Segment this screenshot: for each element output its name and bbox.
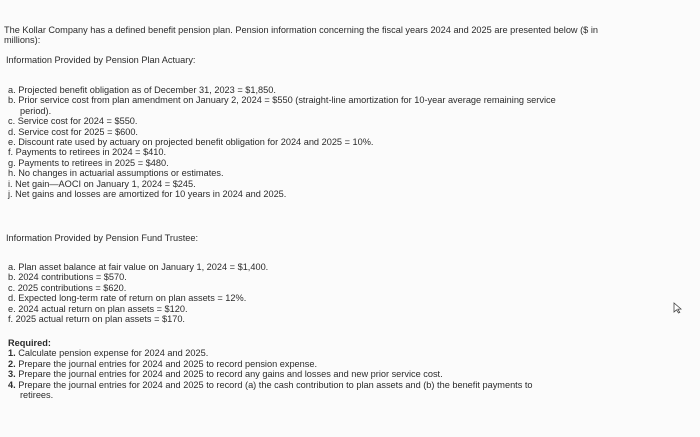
list-item: g. Payments to retirees in 2025 = $480. [8,157,169,168]
list-item: f. 2025 actual return on plan assets = $170. [8,314,185,325]
item-text-continuation: retirees. [20,390,54,401]
list-item [8,106,668,116]
required-list [8,348,668,400]
item-number: 2. [8,358,16,369]
list-item: j. Net gains and losses are amortized for 10 years in 2024 and 2025. [8,189,287,200]
item-number: 4. [8,379,16,390]
list-item: h. No changes in actuarial assumptions or estimates. [8,168,224,179]
trustee-heading: Information Provided by Pension Fund Trustee: [6,233,199,243]
item-text: Prepare the journal entries for 2024 and 2025 to record (a) the cash contribution to plan assets and (b) the benefit payments to [18,379,533,390]
required-title: Required: [8,338,51,348]
trustee-list [8,262,668,324]
list-item: c. Service cost for 2024 = $550. [8,116,138,127]
mouse-cursor-icon [673,302,683,314]
list-item: c. 2025 contributions = $620. [8,282,127,293]
actuary-heading: Information Provided by Pension Plan Actuary: [6,55,196,65]
list-item: i. Net gain—AOCI on January 1, 2024 = $245. [8,178,196,189]
list-item: a. Projected benefit obligation as of December 31, 2023 = $1,850. [8,85,276,95]
item-number: 3. [8,369,16,380]
intro-paragraph: The Kollar Company has a defined benefit pension plan. Pension information concerning the fiscal years 2024 and 2025 are presented below ($ in millions): [4,25,598,46]
list-item [8,348,668,358]
list-item: d. Expected long-term rate of return on plan assets = 12%. [8,293,247,304]
list-item: b. Prior service cost from plan amendment on January 2, 2024 = $550 (straight-line amortization for 10-year average remaining service [8,95,556,106]
item-text: Prepare the journal entries for 2024 and 2025 to record pension expense. [18,358,318,369]
list-item [8,380,668,390]
list-item: e. Discount rate used by actuary on projected benefit obligation for 2024 and 2025 = 10%. [8,137,374,148]
list-item [8,359,668,369]
list-item [8,369,668,379]
actuary-list [8,85,668,199]
list-item [8,390,668,400]
item-text: Prepare the journal entries for 2024 and 2025 to record any gains and losses and new prior service cost. [18,369,443,380]
list-item-continuation: period). [20,105,52,116]
item-text: Calculate pension expense for 2024 and 2025. [18,348,209,359]
list-item: b. 2024 contributions = $570. [8,272,127,283]
required-section [8,338,668,400]
item-number: 1. [8,348,16,359]
list-item: a. Plan asset balance at fair value on January 1, 2024 = $1,400. [8,262,269,272]
list-item: e. 2024 actual return on plan assets = $120. [8,303,188,314]
list-item: f. Payments to retirees in 2024 = $410. [8,147,167,158]
list-item: d. Service cost for 2025 = $600. [8,126,138,137]
